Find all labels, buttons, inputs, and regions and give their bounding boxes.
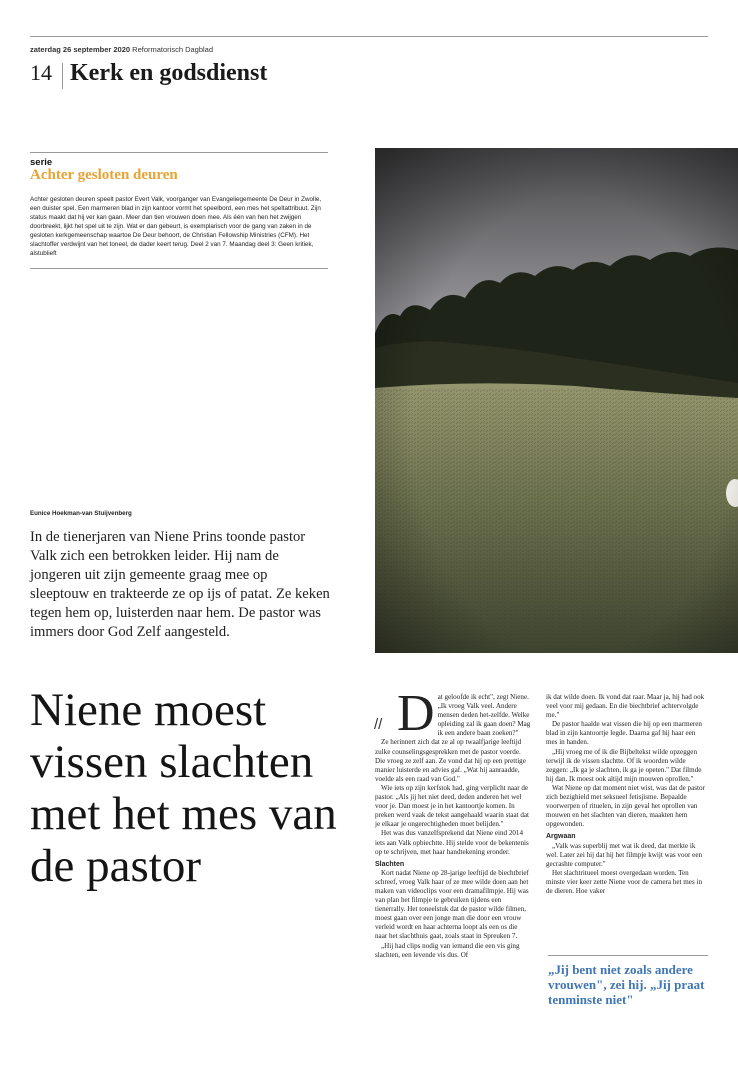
serie-intro: Achter gesloten deuren speelt pastor Evert Valk, voorganger van Evangeliegemeente De Deur in Zwolle, een duister spel. Een marmeren blad in zijn kantoor vormt het speelbord, een mes het speltattribuut. Zijn status maakt dat hij ver kan gaan. Meer dan tien vrouwen doen mee. Als één van hen het zwijgen doorbreekt, lijkt het spel uit te zijn. Wat er dan gebeurt, is exemplarisch voor de gang van zaken in de gesloten kerkgemeenschap waartoe De Deur behoort, de Christian Fellowship Ministries (CFM). Het slachtoffer verdwijnt van het toneel, de dader keert terug. Deel 2 van 7. Maandag deel 3: Geen kritiek, alstublieft <box>30 196 322 257</box>
quote-marker: // <box>374 716 383 733</box>
subheading-argwaan: Argwaan <box>546 833 576 841</box>
page-number-divider <box>62 63 63 89</box>
paragraph: De pastor haalde wat vissen die hij op een marmeren blad in zijn kantoortje legde. Daarna gaf hij haar een mes in handen. <box>546 720 702 747</box>
paragraph: „Hij vroeg me of ik die Bijbeltekst wilde opzeggen terwijl ik de vissen slachtte. Of ik woorden wilde zeggen: „Ik ga je slachten, ik ga je opeten." Dat filmde hij dan. Ik moest ook altijd mijn mouwen oprollen." <box>546 747 702 783</box>
paragraph: Het slachtritueel moest overgedaan worden. Ten minste vier keer zette Niene voor de camera het mes in de dieren. Hoe vaker <box>546 868 702 895</box>
paragraph: ik dat wilde doen. Ik vond dat raar. Maar ja, hij had ook veel voor mij gedaan. En die biechtbrief achtervolgde me." <box>546 693 705 720</box>
headline: Niene moest vissen slachten met het mes van de pastor <box>30 684 337 892</box>
pull-quote: „Jij bent niet zoals andere vrouwen", zei hij. „Jij praat tenminste niet" <box>548 962 705 1007</box>
lead-paragraph: In de tienerjaren van Niene Prins toonde pastor Valk zich een betrokken leider. Hij nam de jongeren uit zijn gemeente graag mee op sleeptouw en trakteerde ze op ijs of patat. Ze keken tegen hem op, luisterden naar hem. De pastor was immers door God Zelf aangesteld. <box>30 529 330 640</box>
serie-bottom-rule <box>30 268 328 269</box>
author-credit: Eunice Hoekman-van Stuijvenberg <box>30 510 132 517</box>
paragraph: „Hij had clips nodig van iemand die een vis ging slachten, een levende vis dus. Of <box>375 941 520 959</box>
newspaper-name: Reformatorisch Dagblad <box>132 45 214 54</box>
paragraph: Wie iets op zijn kerfstok had, ging verplicht naar de pastor. „Als jij het niet deed, deden anderen het wel voor je. Dan moest je in het kantoortje komen. In preken werd vaak de tekst aangehaald waarin staat dat je elkaar je ongerechtigheden moet belijden." <box>375 783 530 829</box>
paragraph: Wat Niene op dat moment niet wist, was dat de pastor zich bezighield met seksueel fetisjisme. Bepaalde voorwerpen of rituelen, in zijn geval het oprollen van mouwen en het slachten van dieren, maakten hem opgewonden. <box>546 783 705 829</box>
pull-quote-rule <box>548 955 708 956</box>
serie-label: serie <box>30 157 53 168</box>
paragraph: „Valk was superblij met wat ik deed, dat merkte ik wel. Later zei hij dat hij het filmpje kwijt was voor een gecrashte computer." <box>546 841 703 868</box>
drop-cap: D <box>397 685 435 742</box>
serie-title: Achter gesloten deuren <box>30 167 178 183</box>
meadow-photo-image <box>375 148 738 653</box>
section-title: Kerk en godsdienst <box>70 60 268 86</box>
subheading-slachten: Slachten <box>375 860 405 868</box>
article-column-1 <box>375 685 531 960</box>
date: zaterdag 26 september 2020 <box>30 45 131 54</box>
page-number: 14 <box>30 60 52 85</box>
article-column-2 <box>546 693 708 896</box>
paragraph: Het was dus vanzelfsprekend dat Niene eind 2014 iets aan Valk opbiechtte. Hij stelde voor de bekentenis op te schrijven, met haar handtekening eronder. <box>375 829 529 856</box>
paragraph: Ze herinnert zich dat ze al op twaalfjarige leeftijd zulke counselingsgesprekken met de pastor voerde. Die vroeg ze zelf aan. Ze vond dat hij op een prettige manier luisterde en advies gaf. „Wat hij aanraadde, voelde als een raad van God." <box>375 738 526 783</box>
dateline <box>30 45 213 54</box>
paragraph: at geloofde ik echt", zegt Niene. „Ik vroeg Valk veel. Andere mensen deden het-zelfde. Welke opleiding zal ik gaan doen? Mag ik een andere baan zoeken?" <box>437 693 531 738</box>
article-photo <box>375 148 738 653</box>
serie-top-rule <box>30 152 328 153</box>
paragraph: Kort nadat Niene op 28-jarige leeftijd de biechtbrief schreef, vroeg Valk haar of ze mee wilde doen aan het maken van videoclips voor een dramafilmpje. Hij was van plan het filmpje te gebruiken tijdens een tienerrally. Het toneelstuk dat de pastor wilde filmen, moest gaan over een jonge man die door een vrouw verleid wordt en haar achterna loopt als een os die naar het slachthuis gaat, zoals staat in Spreuken 7. <box>375 868 529 941</box>
top-rule <box>30 36 708 37</box>
